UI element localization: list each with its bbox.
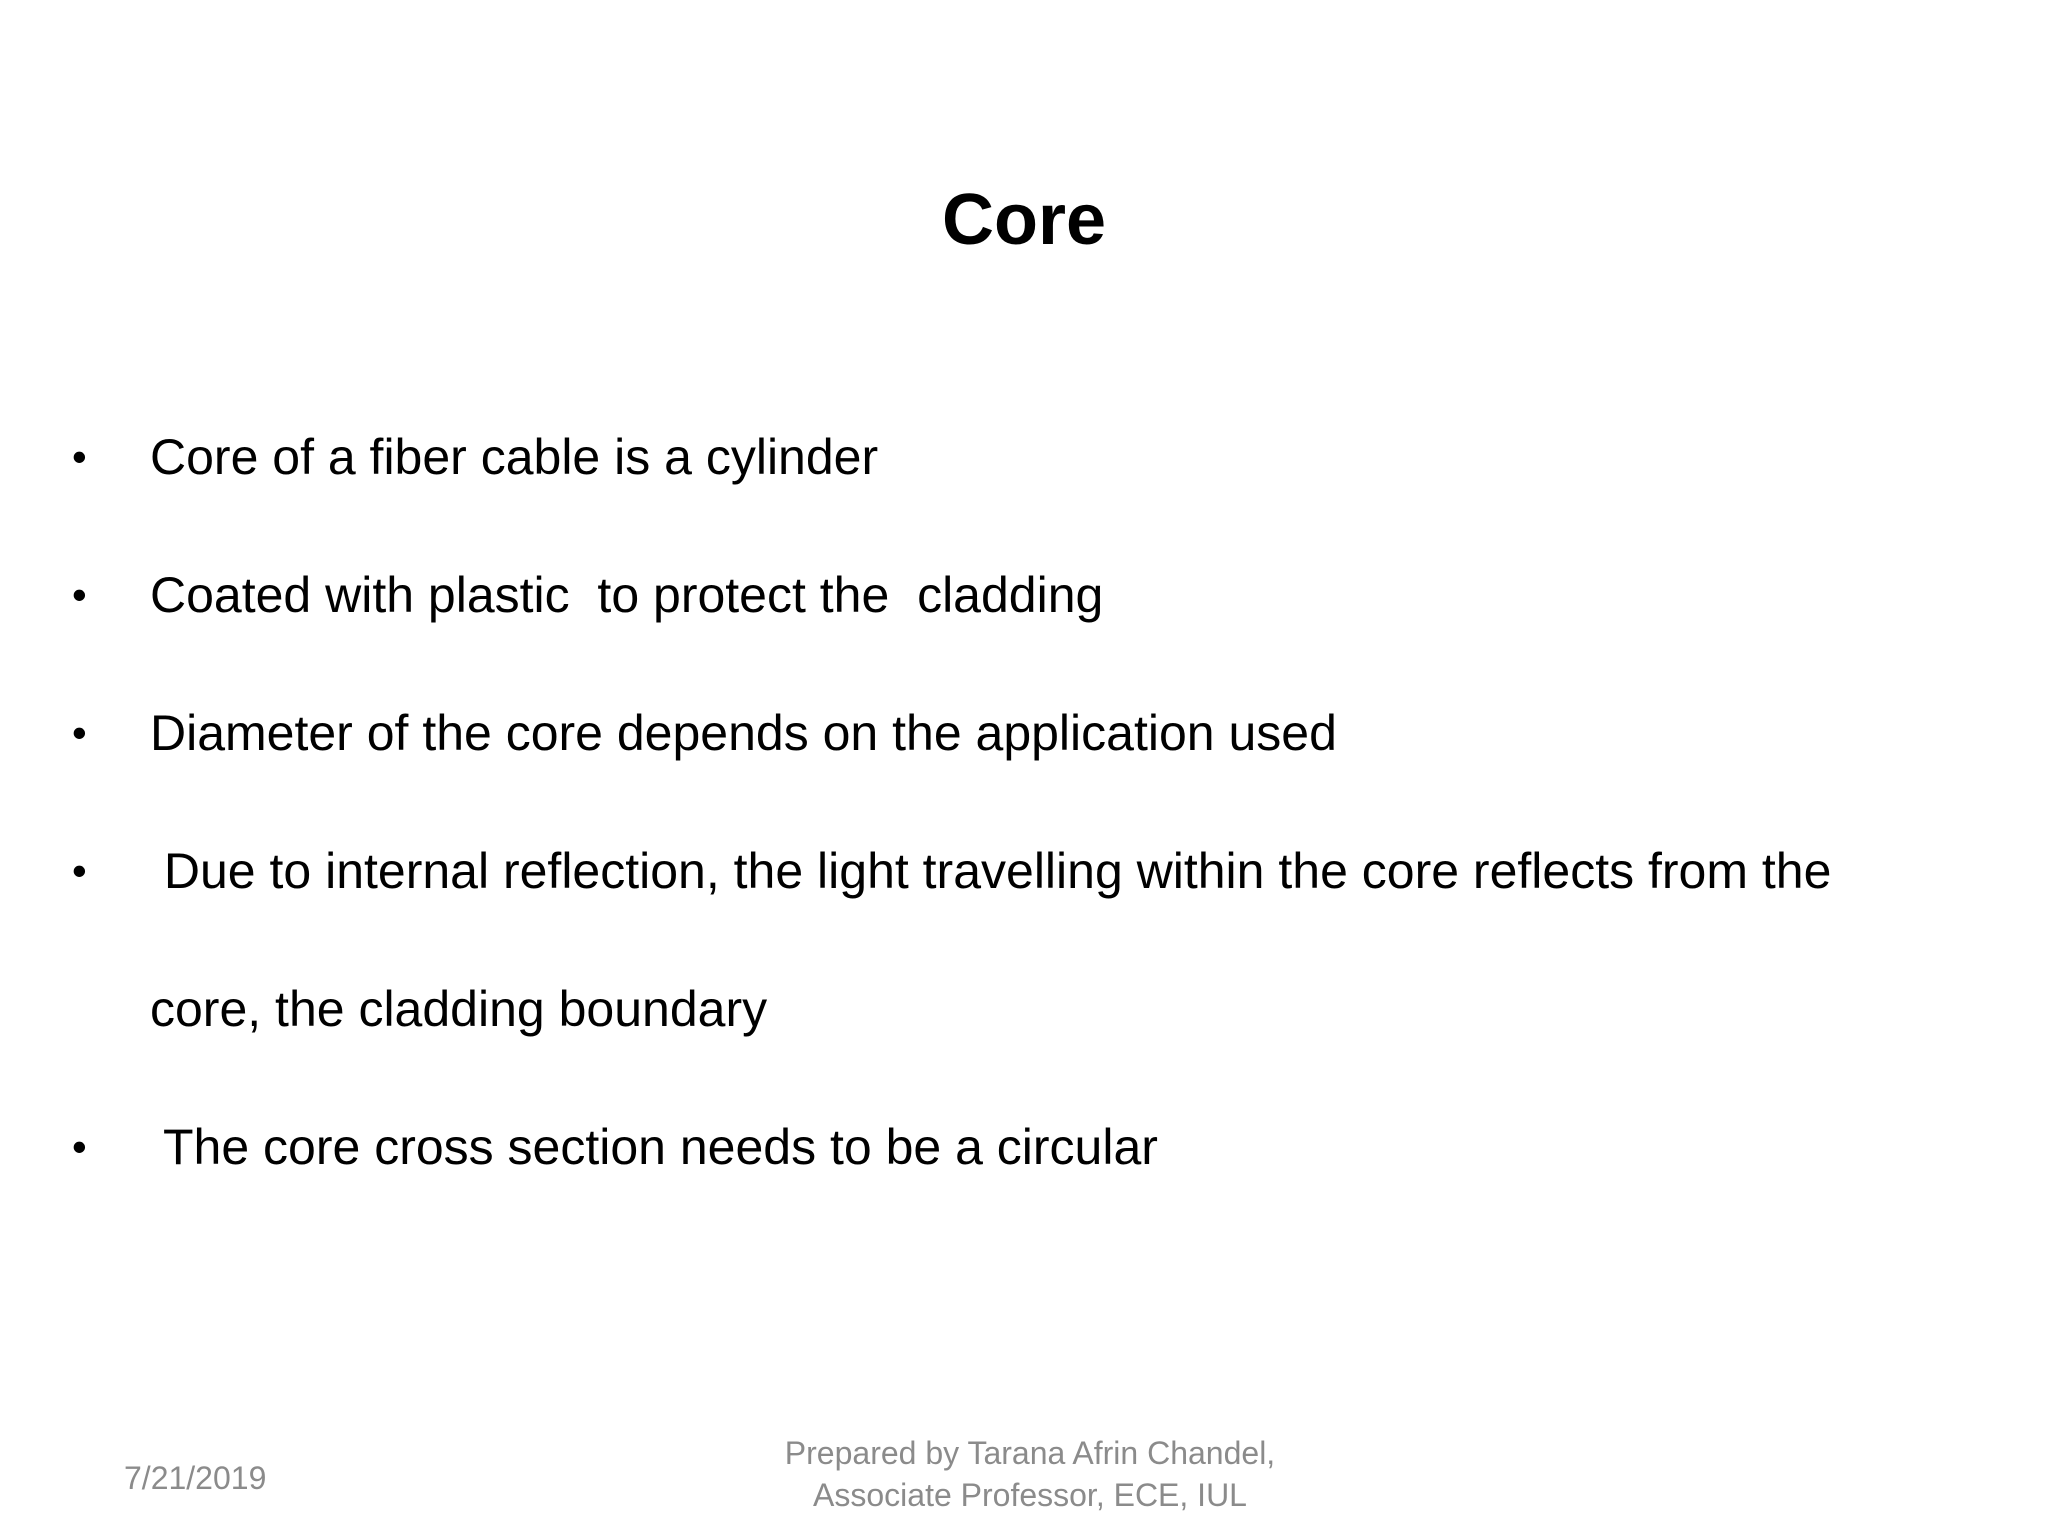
- bullet-item: [0, 1112, 2048, 1182]
- bullet-item: [0, 560, 2048, 630]
- footer-credit-line: Prepared by Tarana Afrin Chandel,: [784, 1435, 1276, 1471]
- bullet-item: [0, 698, 2048, 768]
- footer-date: 7/21/2019: [124, 1460, 267, 1496]
- slide-title: Core: [941, 180, 1107, 260]
- bullet-marker: •: [72, 1123, 87, 1170]
- bullet-text: Coated with plastic to protect the cladding: [150, 567, 1104, 623]
- bullet-continuation: core, the cladding boundary: [150, 981, 768, 1037]
- footer-credit-line: Associate Professor, ECE, IUL: [813, 1477, 1247, 1513]
- bullet-text: Due to internal reflection, the light travelling within the core reflects from the: [150, 843, 1832, 899]
- bullet-text: Diameter of the core depends on the application used: [150, 705, 1337, 761]
- bullet-text: The core cross section needs to be a circular: [150, 1119, 1158, 1175]
- bullet-item: [0, 422, 2048, 492]
- bullet-marker: •: [72, 571, 87, 618]
- bullet-marker: •: [72, 709, 87, 756]
- bullet-marker: •: [72, 847, 87, 894]
- bullet-item: [0, 836, 2048, 906]
- bullet-marker: •: [72, 433, 87, 480]
- bullet-text: Core of a fiber cable is a cylinder: [150, 429, 879, 485]
- footer-credit: [700, 1432, 1360, 1516]
